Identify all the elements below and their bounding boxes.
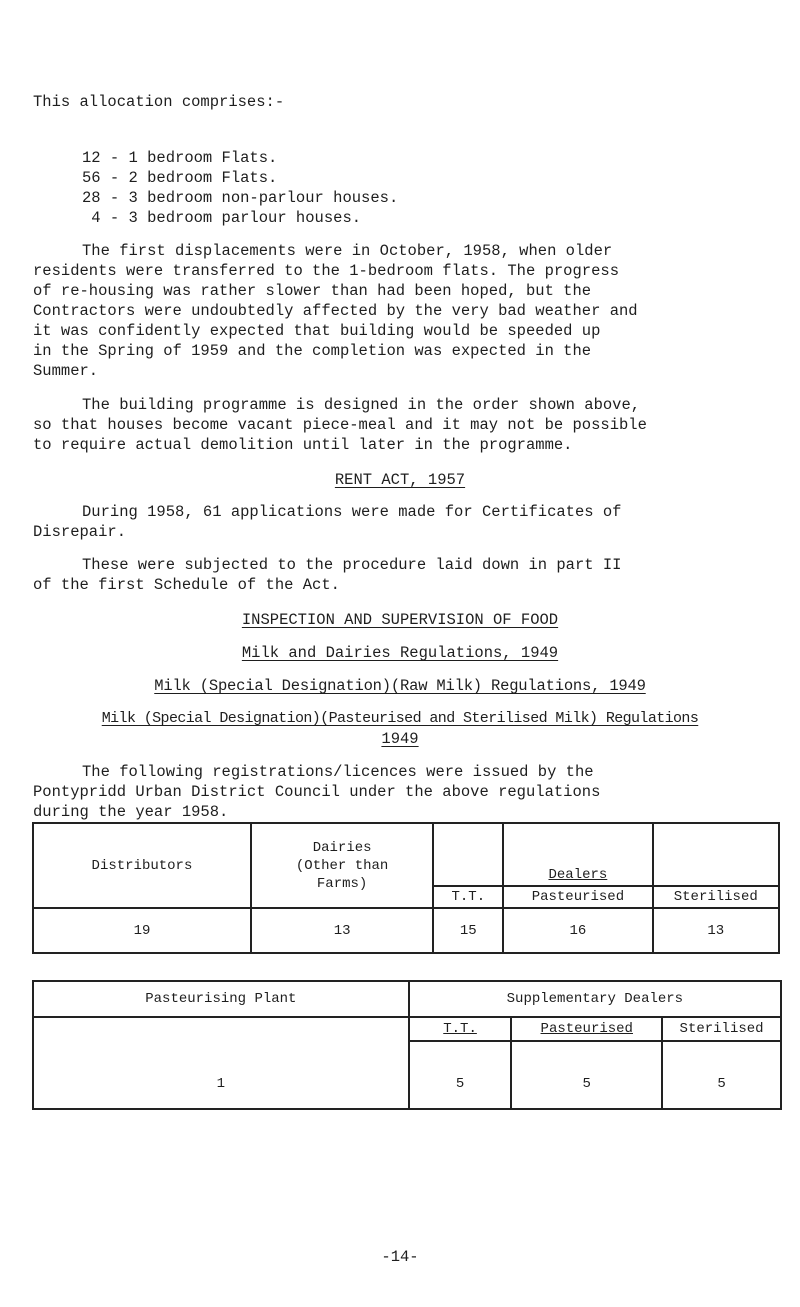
- table-cell: 5: [511, 1041, 662, 1109]
- dealers-header-text: Dealers: [548, 867, 608, 883]
- paragraph-line: Summer.: [33, 362, 99, 380]
- paragraph-line: of re-housing was rather slower than had been hoped, but the: [33, 282, 592, 300]
- paragraph-line: during the year 1958.: [33, 803, 229, 821]
- table-cell: 19: [33, 908, 251, 953]
- sterilised-header: Sterilised: [662, 1017, 781, 1041]
- paragraph-line: The first displacements were in October, 1958, when older: [82, 242, 613, 260]
- paragraph-line: Pontypridd Urban District Council under the above regulations: [33, 783, 601, 801]
- dairies-header-line: (Other than: [295, 857, 389, 874]
- table-cell: 1: [33, 1017, 409, 1109]
- paragraph-line: Disrepair.: [33, 523, 127, 541]
- dealers-header: [503, 823, 652, 886]
- tt-header: T.T.: [433, 886, 503, 908]
- food-inspection-heading: INSPECTION AND SUPERVISION OF FOOD: [241, 611, 559, 629]
- rent-act-heading: RENT ACT, 1957: [334, 471, 466, 489]
- paragraph-line: in the Spring of 1959 and the completion was expected in the: [33, 342, 592, 360]
- paragraph-line: to require actual demolition until later in the programme.: [33, 436, 573, 454]
- allocation-item: 12 - 1 bedroom Flats.: [82, 149, 278, 167]
- paragraph-line: The building programme is designed in the order shown above,: [82, 396, 641, 414]
- paragraph-line: The following registrations/licences were issued by the: [82, 763, 594, 781]
- supplementary-dealers-header: Supplementary Dealers: [409, 981, 781, 1017]
- paragraph-line: so that houses become vacant piece-meal and it may not be possible: [33, 416, 647, 434]
- pasteurising-plant-header: Pasteurising Plant: [33, 981, 409, 1017]
- allocation-item: 56 - 2 bedroom Flats.: [82, 169, 278, 187]
- dealers-header-blank: [653, 823, 780, 886]
- sterilised-header: Sterilised: [653, 886, 780, 908]
- regulation-heading-year: 1949: [381, 730, 419, 748]
- pasteurised-header: [511, 1017, 662, 1041]
- table-cell: 15: [433, 908, 503, 953]
- dealers-header-blank: [433, 823, 503, 886]
- dairies-header-line: Dairies: [312, 839, 372, 856]
- allocation-item: 28 - 3 bedroom non-parlour houses.: [82, 189, 399, 207]
- table-cell: 13: [251, 908, 433, 953]
- registrations-table: [32, 822, 780, 954]
- page-number: -14-: [381, 1248, 419, 1266]
- paragraph-line: These were subjected to the procedure laid down in part II: [82, 556, 622, 574]
- regulation-heading: Milk (Special Designation)(Raw Milk) Regulations, 1949: [154, 677, 646, 695]
- paragraph-line: Contractors were undoubtedly affected by the very bad weather and: [33, 302, 638, 320]
- table-cell: 5: [662, 1041, 781, 1109]
- distributors-header: Distributors: [33, 823, 251, 908]
- paragraph-line: During 1958, 61 applications were made for Certificates of: [82, 503, 622, 521]
- table-cell: 13: [653, 908, 780, 953]
- dairies-header-line: Farms): [316, 875, 368, 892]
- tt-header: [409, 1017, 512, 1041]
- allocation-item: 4 - 3 bedroom parlour houses.: [82, 209, 362, 227]
- paragraph-line: of the first Schedule of the Act.: [33, 576, 340, 594]
- paragraph-line: residents were transferred to the 1-bedroom flats. The progress: [33, 262, 619, 280]
- regulation-heading: Milk and Dairies Regulations, 1949: [241, 644, 559, 662]
- dairies-header: [251, 823, 433, 908]
- tt-header-text: T.T.: [443, 1021, 477, 1037]
- pasteurised-header-text: Pasteurised: [540, 1021, 633, 1037]
- table-cell: 16: [503, 908, 652, 953]
- regulation-heading: Milk (Special Designation)(Pasteurised and Sterilised Milk) Regulations: [101, 710, 699, 727]
- table-cell: 5: [409, 1041, 512, 1109]
- supplementary-table: [32, 980, 782, 1110]
- pasteurised-header: Pasteurised: [503, 886, 652, 908]
- paragraph-line: it was confidently expected that building would be speeded up: [33, 322, 601, 340]
- intro-text: This allocation comprises:-: [33, 93, 285, 111]
